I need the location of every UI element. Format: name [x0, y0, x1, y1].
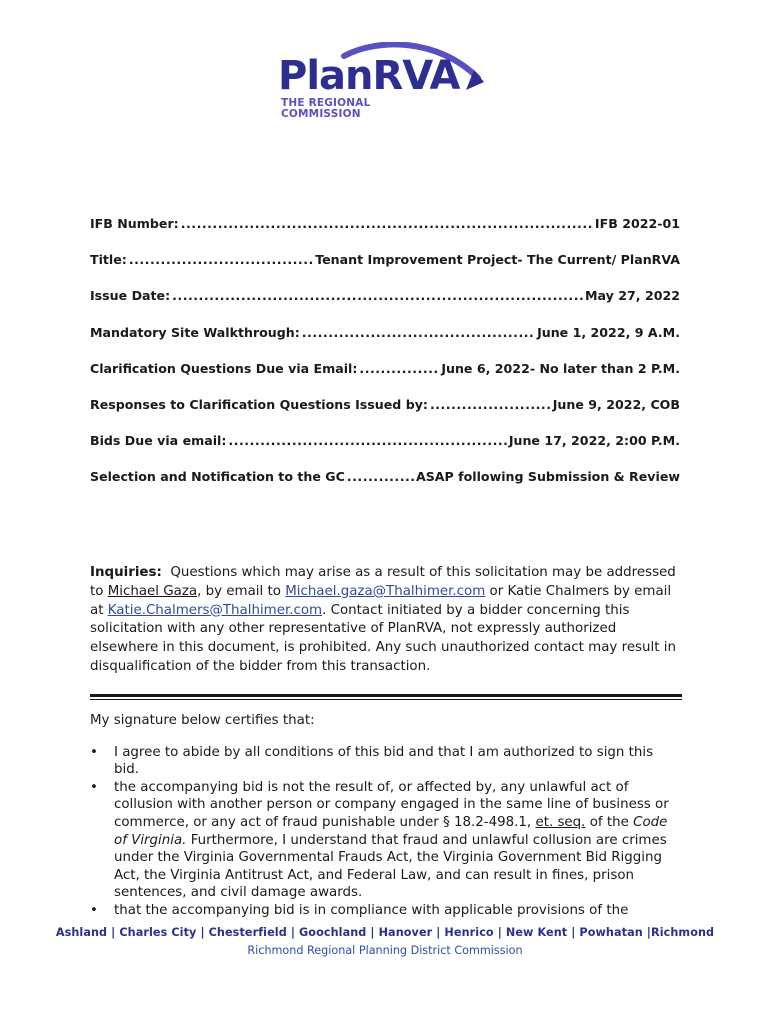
field-bids-due [90, 433, 680, 469]
bullet-icon: • [90, 779, 98, 795]
dot-leader [228, 433, 506, 448]
code-of-virginia-text: Code of Virginia. [114, 814, 668, 848]
dot-leader [359, 361, 439, 376]
email-link-katie[interactable]: Katie.Chalmers@Thalhimer.com [107, 602, 323, 618]
list-item [90, 744, 682, 779]
list-item-text: of the [589, 814, 629, 830]
footer-commission: Richmond Regional Planning District Commission [247, 944, 523, 957]
field-label: Mandatory Site Walkthrough: [90, 324, 300, 340]
dot-leader [347, 469, 414, 484]
field-value: June 1, 2022, 9 A.M. [537, 324, 680, 340]
inquiries-text: , by email to [197, 583, 281, 599]
field-responses-issued [90, 397, 680, 433]
dot-leader [181, 216, 593, 231]
footer-localities: Ashland | Charles City | Chesterfield | Goochland | Hanover | Henrico | New Kent | Powhatan |Richmond [55, 926, 715, 939]
field-site-walkthrough [90, 325, 680, 361]
field-value: Tenant Improvement Project- The Current/ PlanRVA [315, 252, 680, 268]
field-selection-notification [90, 469, 680, 505]
inquiries-paragraph [90, 564, 682, 677]
inquiries-text: or Katie Chalmers by email at [90, 583, 672, 618]
list-item-text: the accompanying bid is not the result of, or affected by, any unlawful act of collusion with another person or company engaged in the same line of business or commerce, or any act of fraud punishable under § 18.2-498.1, [114, 779, 669, 830]
dot-leader [430, 397, 551, 412]
dot-leader [172, 288, 583, 303]
field-label: Issue Date: [90, 288, 171, 304]
list-item-text: I agree to abide by all conditions of this bid and that I am authorized to sign this bid. [114, 744, 654, 778]
list-item [90, 779, 682, 902]
logo-wordmark: PlanRVA [278, 53, 460, 99]
field-label: Bids Due via email: [90, 433, 227, 449]
field-value: June 6, 2022- No later than 2 P.M. [441, 360, 680, 376]
field-label: IFB Number: [90, 216, 179, 231]
dot-leader [129, 252, 313, 267]
field-value: ASAP following Submission & Review [415, 469, 680, 485]
field-title [90, 252, 680, 288]
logo-subtitle [281, 98, 371, 120]
certification-intro: My signature below certifies that: [90, 713, 315, 728]
list-item-text: Furthermore, I understand that fraud and unlawful collusion are crimes under the Virginia Governmental Frauds Act, the Virginia Government Bid Rigging Act, the Virginia Antitrust Act, and Federal Law, and can result in fines, prison sentences, and civil damage awards. [114, 832, 667, 901]
field-label: Responses to Clarification Questions Issued by: [90, 396, 428, 412]
contact-name-link: Michael Gaza [107, 583, 198, 599]
bullet-icon: • [90, 744, 98, 760]
list-item-text: that the accompanying bid is in compliance with applicable provisions of the [114, 902, 629, 918]
logo-subtitle-line-2: COMMISSION [281, 108, 361, 120]
field-label: Clarification Questions Due via Email: [90, 360, 358, 376]
bullet-icon: • [90, 902, 98, 918]
section-divider-thick [90, 694, 682, 697]
field-value: June 9, 2022, COB [552, 396, 680, 412]
section-divider-thin [90, 699, 682, 700]
inquiries-heading: Inquiries: [90, 565, 162, 580]
list-item [90, 902, 682, 920]
field-issue-date [90, 288, 680, 324]
field-ifb-number [90, 216, 680, 252]
ifb-details [90, 216, 680, 506]
field-value: May 27, 2022 [585, 288, 680, 304]
certification-section [90, 712, 682, 920]
inquiries-text: Questions which may arise as a result of this solicitation may be addressed to [90, 565, 676, 599]
field-label: Selection and Notification to the GC [90, 469, 345, 485]
et-seq-text: et. seq. [535, 814, 586, 830]
logo-subtitle-line-1: THE REGIONAL [281, 97, 371, 109]
dot-leader [302, 325, 535, 340]
field-value: June 17, 2022, 2:00 P.M. [508, 433, 680, 449]
inquiries-text: . Contact initiated by a bidder concerning this solicitation with any other representative of PlanRVA, not expressly authorized elsewhere in this document, is prohibited. Any such unauthorized contact may result in disqualification of the bidder from this transaction. [90, 602, 676, 674]
email-link-michael[interactable]: Michael.gaza@Thalhimer.com [285, 583, 486, 599]
field-clarification-due [90, 361, 680, 397]
field-value: IFB 2022-01 [594, 216, 680, 231]
planrva-logo [278, 42, 492, 122]
field-label: Title: [90, 252, 127, 268]
certification-list [90, 744, 682, 920]
